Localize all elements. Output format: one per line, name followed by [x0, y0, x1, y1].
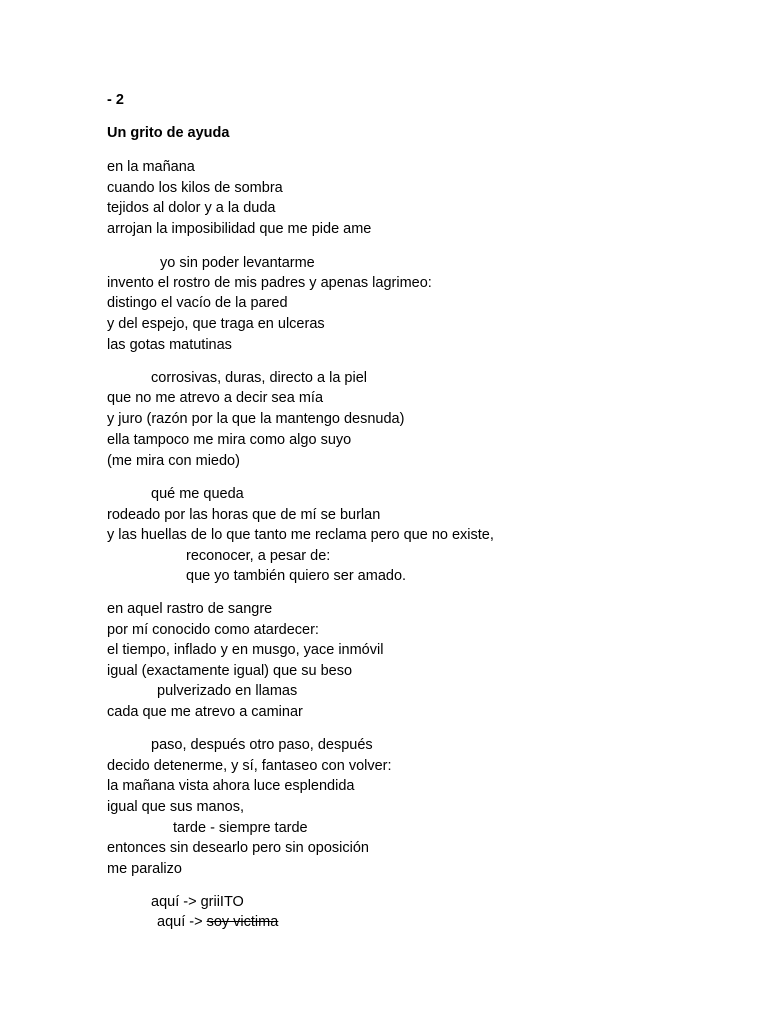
- poem-line: decido detenerme, y sí, fantaseo con volver:: [107, 758, 392, 774]
- poem-line: el tiempo, inflado y en musgo, yace inmóvil: [107, 642, 384, 658]
- poem-line: las gotas matutinas: [107, 337, 232, 353]
- poem-line-prefix: aquí ->: [157, 914, 203, 930]
- poem-title: Un grito de ayuda: [107, 125, 230, 141]
- poem-line: cuando los kilos de sombra: [107, 180, 283, 196]
- poem-line: que no me atrevo a decir sea mía: [107, 390, 324, 406]
- poem-line: corrosivas, duras, directo a la piel: [151, 370, 367, 386]
- poem-line: la mañana vista ahora luce esplendida: [107, 778, 355, 794]
- poem-line: arrojan la imposibilidad que me pide ame: [107, 221, 372, 237]
- poem-line: por mí conocido como atardecer:: [107, 622, 319, 638]
- poem-line: reconocer, a pesar de:: [186, 548, 331, 564]
- struck-text: soy victima: [206, 914, 279, 930]
- poem-line: y las huellas de lo que tanto me reclama pero que no existe,: [107, 527, 494, 543]
- poem-line: rodeado por las horas que de mí se burlan: [107, 507, 381, 523]
- poem-line: pulverizado en llamas: [157, 683, 298, 699]
- page-number: - 2: [107, 92, 124, 108]
- poem-line: cada que me atrevo a caminar: [107, 704, 303, 720]
- poem-line: tejidos al dolor y a la duda: [107, 200, 276, 216]
- poem-line: paso, después otro paso, después: [151, 737, 373, 753]
- poem-line: aquí -> griiITO: [151, 894, 244, 910]
- poem-line: qué me queda: [151, 486, 244, 502]
- poem-line: distingo el vacío de la pared: [107, 295, 288, 311]
- poem-line: ella tampoco me mira como algo suyo: [107, 432, 352, 448]
- poem-line: en la mañana: [107, 159, 195, 175]
- poem-line: yo sin poder levantarme: [160, 255, 315, 271]
- poem-line: que yo también quiero ser amado.: [186, 568, 407, 584]
- poem-line: en aquel rastro de sangre: [107, 601, 273, 617]
- poem-line: entonces sin desearlo pero sin oposición: [107, 840, 369, 856]
- poem-line: (me mira con miedo): [107, 453, 240, 469]
- poem-line: tarde - siempre tarde: [173, 820, 308, 836]
- poem-line: me paralizo: [107, 861, 182, 877]
- poem-line: igual que sus manos,: [107, 799, 245, 815]
- poem-line: igual (exactamente igual) que su beso: [107, 663, 353, 679]
- poem-line: [157, 913, 278, 931]
- poem-line: y juro (razón por la que la mantengo desnuda): [107, 411, 405, 427]
- poem-line: y del espejo, que traga en ulceras: [107, 316, 325, 332]
- poem-line: invento el rostro de mis padres y apenas lagrimeo:: [107, 275, 432, 291]
